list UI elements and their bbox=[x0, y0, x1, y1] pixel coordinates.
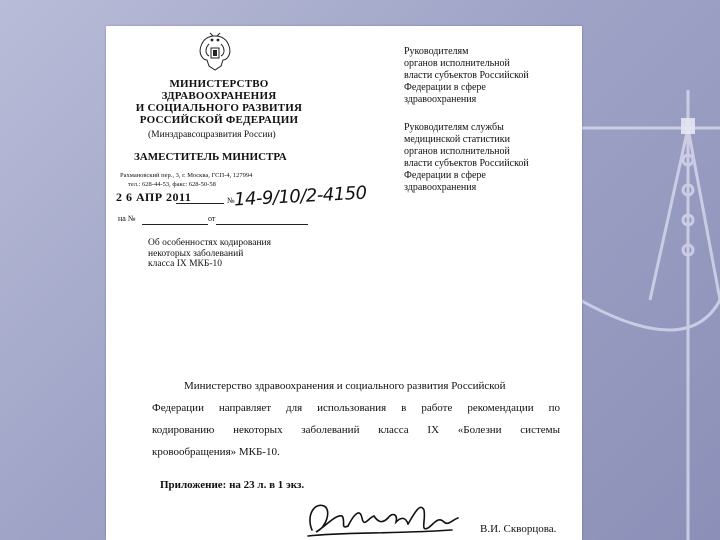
registration-date-stamp: 2 6 АПР 2011 bbox=[116, 190, 192, 204]
addressee-line: власти субъектов Российской bbox=[404, 70, 529, 81]
ministry-address: Рахмановский пер., 3, г. Москва, ГСП-4, 127994 bbox=[120, 172, 253, 179]
letter-page bbox=[106, 26, 582, 540]
addressee-line: здравоохранения bbox=[404, 182, 477, 193]
deputy-minister-title: ЗАМЕСТИТЕЛЬ МИНИСТРА bbox=[134, 151, 287, 163]
addressee-line: власти субъектов Российской bbox=[404, 158, 529, 169]
subject-line: Об особенностях кодирования bbox=[148, 238, 271, 248]
addressee-line: органов исполнительной bbox=[404, 58, 510, 69]
subject-line: класса IX МКБ-10 bbox=[148, 259, 223, 269]
addressee-line: медицинской статистики bbox=[404, 134, 510, 145]
date-underline bbox=[176, 203, 224, 204]
handwritten-signature bbox=[302, 496, 462, 540]
reference-date-line bbox=[216, 224, 308, 225]
reference-number-label: на № bbox=[118, 214, 136, 223]
body-line: Федерации направляет для использования в работе рекомендации по bbox=[152, 402, 560, 414]
ministry-name-line: РОССИЙСКОЙ ФЕДЕРАЦИИ bbox=[139, 114, 299, 126]
subject-line: некоторых заболеваний bbox=[148, 248, 244, 259]
signer-name: В.И. Скворцова. bbox=[480, 523, 557, 535]
addressee-line: Руководителям bbox=[404, 46, 469, 57]
ministry-name bbox=[124, 78, 314, 126]
addressee-line: органов исполнительной bbox=[404, 146, 510, 157]
ministry-name-line: ЗДРАВООХРАНЕНИЯ bbox=[161, 90, 277, 102]
body-line: кровообращения» МКБ-10. bbox=[152, 446, 280, 458]
reference-number-line bbox=[142, 224, 208, 225]
ministry-abbreviation: (Минздравсоцразвития России) bbox=[148, 130, 276, 140]
ministry-name-line: МИНИСТЕРСТВО bbox=[169, 78, 269, 90]
ministry-phone-fax: тел.: 628-44-53, факс: 628-50-58 bbox=[128, 181, 216, 188]
ministry-name-line: И СОЦИАЛЬНОГО РАЗВИТИЯ bbox=[135, 102, 303, 114]
reference-from-label: от bbox=[208, 214, 216, 223]
addressee-line: Федерации в сфере bbox=[404, 170, 486, 181]
addressee-spacer bbox=[404, 106, 582, 122]
coat-of-arms-icon bbox=[195, 30, 235, 74]
number-label: № bbox=[227, 196, 235, 205]
letter-subject bbox=[148, 238, 308, 270]
body-line: кодированию некоторых заболеваний класса IX «Болезни системы bbox=[152, 424, 560, 436]
letter-body bbox=[152, 375, 560, 463]
body-line: Министерство здравоохранения и социального развития Российской bbox=[184, 380, 506, 392]
addressee-line: Федерации в сфере bbox=[404, 82, 486, 93]
attachment-note: Приложение: на 23 л. в 1 экз. bbox=[160, 479, 305, 491]
addressee-block bbox=[404, 46, 582, 194]
addressee-line: Руководителям службы bbox=[404, 122, 504, 133]
scales-of-justice-icon bbox=[560, 0, 720, 540]
addressee-line: здравоохранения bbox=[404, 94, 477, 105]
outgoing-number-handwritten: 14-9/10/2-4150 bbox=[233, 182, 368, 211]
